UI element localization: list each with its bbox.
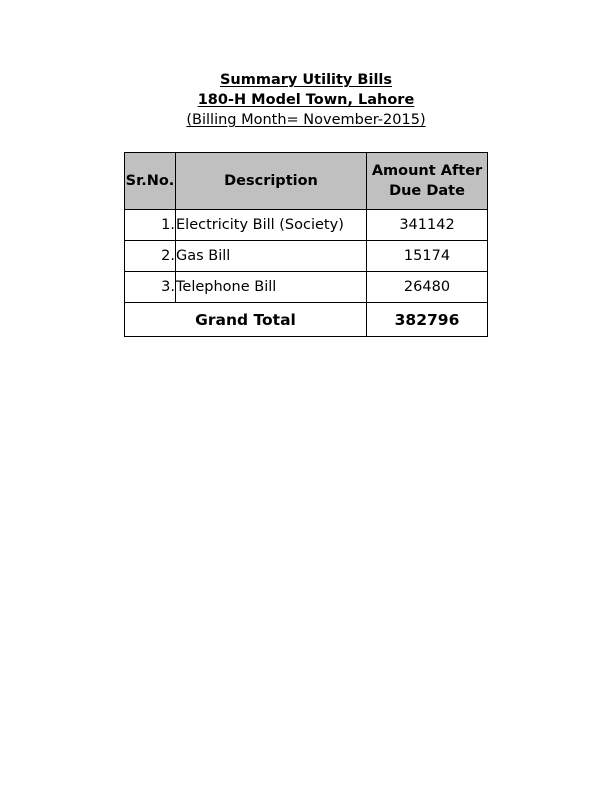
header-description: Description [176, 153, 367, 210]
row-amount: 26480 [367, 272, 488, 303]
address-heading [0, 92, 612, 108]
row-description: Gas Bill [176, 241, 367, 272]
grand-total-row [125, 303, 488, 337]
header-amount: Amount After Due Date [367, 153, 488, 210]
row-sr: 1. [125, 210, 176, 241]
table-row [125, 210, 488, 241]
grand-total-amount: 382796 [367, 303, 488, 337]
row-sr: 2. [125, 241, 176, 272]
bills-table [124, 152, 488, 337]
document-title [0, 72, 612, 88]
billing-month-heading [0, 112, 612, 128]
row-amount: 341142 [367, 210, 488, 241]
row-sr: 3. [125, 272, 176, 303]
table-row [125, 241, 488, 272]
grand-total-label: Grand Total [125, 303, 367, 337]
row-description: Telephone Bill [176, 272, 367, 303]
row-description: Electricity Bill (Society) [176, 210, 367, 241]
title-text: Summary Utility Bills [219, 72, 393, 88]
billing-month-text: (Billing Month= November-2015) [186, 112, 426, 128]
table-header-row [125, 153, 488, 210]
row-amount: 15174 [367, 241, 488, 272]
header-sr-no: Sr.No. [125, 153, 176, 210]
table-row [125, 272, 488, 303]
address-text: 180-H Model Town, Lahore [197, 92, 415, 108]
